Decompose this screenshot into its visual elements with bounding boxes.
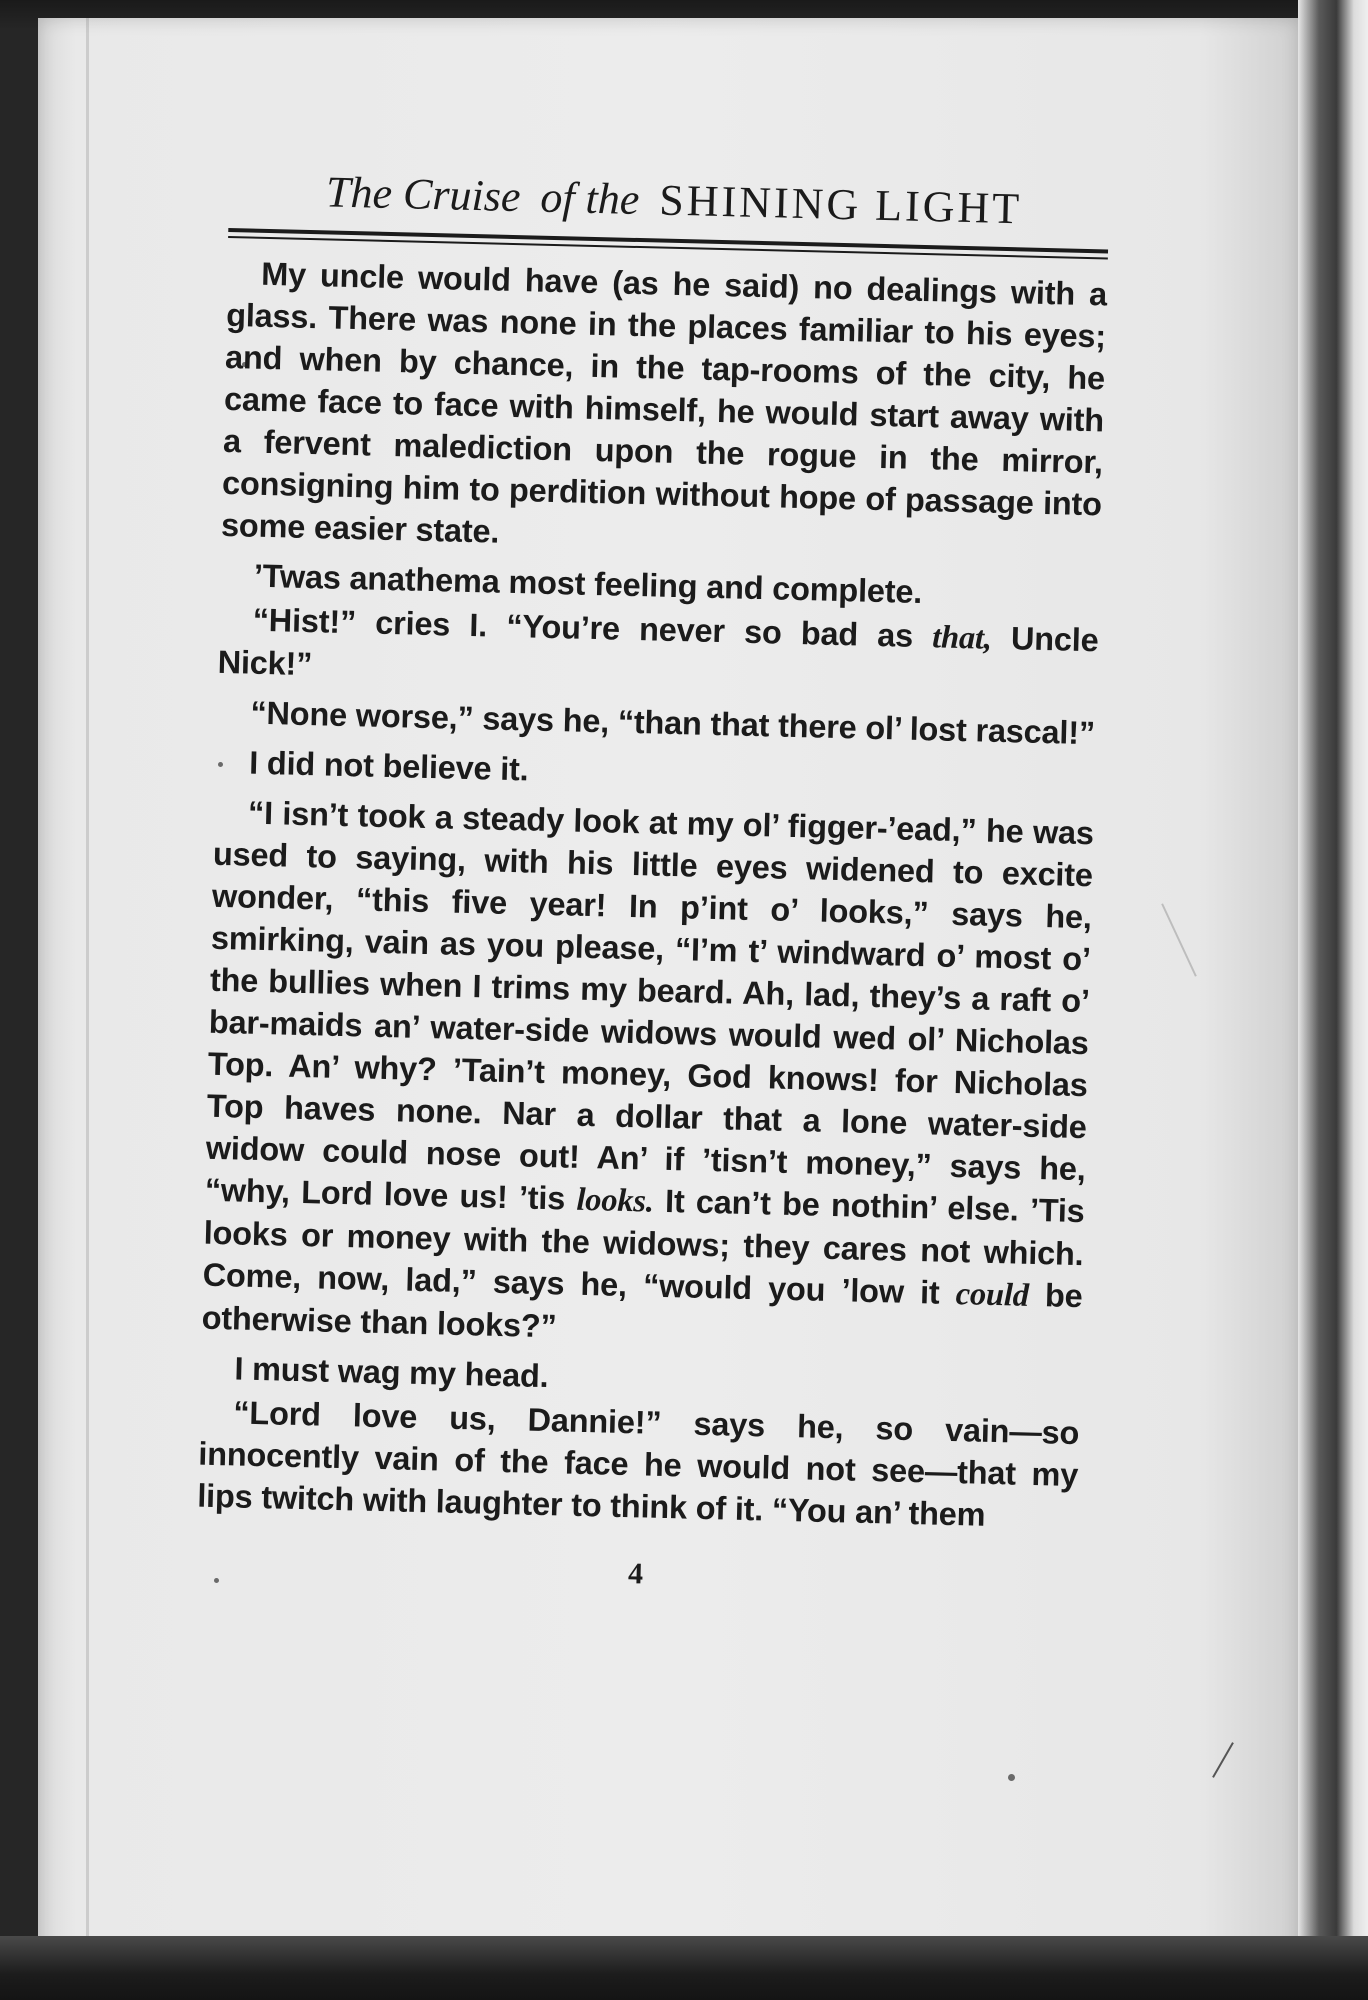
paragraph-text: be otherwise than looks?” (201, 1276, 1083, 1345)
running-head-title-part: The Cruise (325, 167, 522, 222)
body-text (197, 252, 1108, 1538)
emphasis-text: that, (931, 619, 993, 657)
paragraph-text: Uncle Nick!” (217, 619, 1099, 683)
paragraph: My uncle would have (as he said) no dealings with a glass. There was none in the places familiar to his eyes; and when by chance, in the tap-rooms of the city, he came face to face with himself, he would start away with a fervent malediction upon the rogue in the mirror, consigning him to perdition without hope of passage into some easier state. (220, 255, 1108, 550)
paragraph (201, 791, 1094, 1360)
page-number: 4 (627, 1557, 644, 1591)
paragraph-text: “Hist!” cries I. “You’re never so bad as (252, 601, 933, 655)
paragraph: ’Twas anathema most feeling and complete. (253, 557, 923, 611)
scan-bottom-edge (0, 1936, 1368, 2000)
paragraph: “None worse,” says he, “than that there ol’ lost rascal!” (250, 694, 1096, 752)
paragraph-text: “I isn’t took a steady look at my ol’ figger-’ead,” he was used to saying, with his little eyes widened to excite wonder, “this five year! In p’int o’ looks,” says he, smirking, vain as you please, “I’m t’ windward o’ most o’ the bullies when I trims my beard. Ah, lad, they’s a raft o’ bar-maids an’ water-side widows would wed ol’ Nicholas Top. An’ why? ’Tain’t money, God knows! for Nicholas Top haves none. Nar a dollar that a lone water-side widow could nose out! An’ if ’tisn’t money,” says he, “why, Lord love us! ’tis (204, 794, 1095, 1217)
paragraph: “Lord love us, Dannie!” says he, so vain—so innocently vain of the face he would not see—that my lips twitch with laughter to think of it. “You an’ them (196, 1394, 1080, 1533)
page-content (195, 160, 1109, 1602)
running-head-title-caps: SHINING LIGHT (658, 175, 1023, 234)
paragraph: I must wag my head. (234, 1350, 549, 1395)
emphasis-text: looks. (576, 1181, 655, 1220)
paragraph: I did not believe it. (248, 744, 529, 788)
page-edge-line (86, 18, 89, 1958)
ink-speck (1008, 1774, 1015, 1781)
book-gutter-shadow (1298, 0, 1368, 1970)
emphasis-text: could (955, 1276, 1030, 1314)
running-head-title-part: of the (539, 172, 641, 225)
paragraph-text: It can’t be nothin’ else. ’Tis looks or money with the widows; they cares not which. Come, now, lad,” says he, “would you ’low it (202, 1182, 1086, 1312)
